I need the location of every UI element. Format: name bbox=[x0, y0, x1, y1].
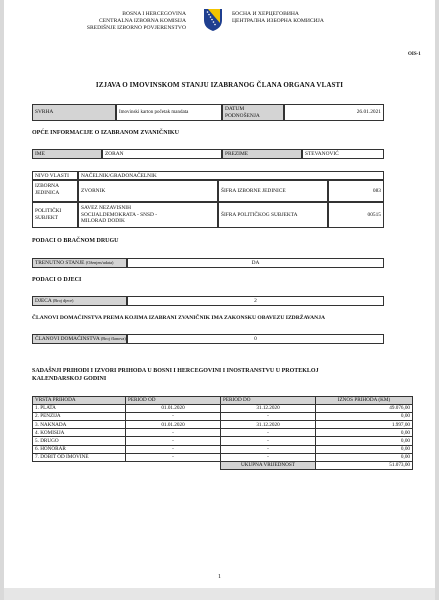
income-to: - bbox=[221, 445, 316, 453]
income-total-row bbox=[33, 461, 413, 469]
income-heading-line-1: SADAŠNJI PRIHODI I IZVORI PRIHODA U BOSNI I HERCEGOVINI I INOSTRANSTVU U PROTEKLOJ bbox=[32, 368, 319, 374]
document-page bbox=[4, 0, 435, 600]
income-from: - bbox=[126, 445, 221, 453]
surname-value: STEVANOVIĆ bbox=[302, 149, 384, 159]
children-heading: PODACI O DJECI bbox=[32, 277, 82, 283]
level-label: NIVO VLASTI bbox=[32, 171, 78, 180]
household-label-note: (Broj članova) bbox=[100, 336, 126, 341]
surname-label: PREZIME bbox=[222, 149, 302, 159]
income-to: 31.12.2020 bbox=[221, 405, 316, 413]
household-label-text: ČLANOVI DOMAĆINSTVA bbox=[35, 336, 100, 342]
unit-label bbox=[32, 180, 78, 202]
income-from: 01.01.2020 bbox=[126, 405, 221, 413]
subject-value bbox=[78, 202, 218, 228]
form-id: OIS-1 bbox=[408, 52, 421, 57]
income-from: - bbox=[126, 453, 221, 461]
income-amount: 0,00 bbox=[316, 453, 413, 461]
date-label-line-2: PODNOŠENJA bbox=[225, 112, 260, 119]
household-label bbox=[32, 334, 127, 344]
document-title: IZJAVA O IMOVINSKOM STANJU IZABRANOG ČLANA ORGANA VLASTI bbox=[95, 81, 344, 89]
subject-value-line-1: SAVEZ NEZAVISNIH bbox=[81, 205, 131, 211]
unit-code-label: ŠIFRA IZBORNE JEDINICE bbox=[218, 180, 328, 202]
income-type: 1. PLATA bbox=[33, 405, 126, 413]
income-type: 6. HONORAR bbox=[33, 445, 126, 453]
children-label-text: DJECA bbox=[35, 298, 52, 304]
income-type: 3. NAKNADA bbox=[33, 421, 126, 429]
table-row bbox=[33, 453, 413, 461]
income-type: 7. DOBIT OD IMOVINE bbox=[33, 453, 126, 461]
income-type: 2. PENZIJA bbox=[33, 413, 126, 421]
income-type: 5. DRUGO bbox=[33, 437, 126, 445]
subject-label bbox=[32, 202, 78, 228]
subject-code-label: ŠIFRA POLITIČKOG SUBJEKTA bbox=[218, 202, 328, 228]
subject-value-line-3: MILORAD DODIK bbox=[81, 218, 125, 224]
income-from: - bbox=[126, 437, 221, 445]
name-value: ZORAN bbox=[102, 149, 222, 159]
col-header-type: VRSTA PRIHODA bbox=[33, 397, 126, 405]
income-type: 4. KOMISIJA bbox=[33, 429, 126, 437]
purpose-label: SVRHA bbox=[32, 104, 116, 121]
income-to: 31.12.2020 bbox=[221, 421, 316, 429]
income-to: - bbox=[221, 413, 316, 421]
income-to: - bbox=[221, 429, 316, 437]
subject-value-line-2: SOCIJALDEMOKRATA - SNSD - bbox=[81, 211, 158, 218]
income-amount: 0,00 bbox=[316, 429, 413, 437]
children-value: 2 bbox=[127, 296, 384, 306]
table-row bbox=[33, 413, 413, 421]
level-value: NAČELNIK/GRADONAČELNIK bbox=[78, 171, 384, 180]
header-right-line-1: БОСНА И ХЕРЦЕГОВИНА bbox=[232, 11, 299, 17]
header-left-line-1: BOSNA I HERCEGOVINA bbox=[122, 11, 186, 17]
col-header-from: PERIOD OD bbox=[126, 397, 221, 405]
income-total-label: UKUPNA VRIJEDNOST bbox=[221, 461, 316, 469]
col-header-to: PERIOD DO bbox=[221, 397, 316, 405]
page-number: 1 bbox=[218, 574, 221, 580]
table-row bbox=[33, 437, 413, 445]
income-table bbox=[32, 396, 413, 470]
date-label bbox=[222, 104, 284, 121]
table-row bbox=[33, 405, 413, 413]
income-header-row bbox=[33, 397, 413, 405]
name-label: IME bbox=[32, 149, 102, 159]
unit-code-value: 083 bbox=[328, 180, 384, 202]
income-total-value: 51.073,00 bbox=[316, 461, 413, 469]
purpose-value: Imovinski karton početak mandata bbox=[116, 104, 222, 121]
subject-label-line-2: SUBJEKT bbox=[35, 214, 59, 221]
income-amount: 0,00 bbox=[316, 445, 413, 453]
table-row bbox=[33, 429, 413, 437]
bottom-strip bbox=[4, 588, 435, 600]
unit-label-line-2: JEDINICA bbox=[35, 189, 60, 196]
date-value: 26.01.2021 bbox=[284, 104, 384, 121]
unit-label-line-1: IZBORNA bbox=[35, 183, 59, 189]
income-amount: 49.076,00 bbox=[316, 405, 413, 413]
household-value: 0 bbox=[127, 334, 384, 344]
income-amount: 0,00 bbox=[316, 437, 413, 445]
subject-code-value: 00515 bbox=[328, 202, 384, 228]
income-from: - bbox=[126, 429, 221, 437]
coat-of-arms-icon bbox=[203, 8, 223, 32]
income-to: - bbox=[221, 437, 316, 445]
income-to: - bbox=[221, 453, 316, 461]
header-right-block bbox=[232, 11, 362, 25]
header-left-line-2: CENTRALNA IZBORNA KOMISIJA bbox=[98, 18, 186, 24]
subject-label-line-1: POLITIČKI bbox=[35, 208, 62, 214]
income-heading-line-2: KALENDARSKOJ GODINI bbox=[32, 376, 107, 382]
household-heading: ČLANOVI DOMAĆINSTVA PREMA KOJIMA IZABRANI ZVANIČNIK IMA ZAKONSKU OBAVEZU IZDRŽAVANJA bbox=[32, 315, 326, 321]
income-heading bbox=[32, 367, 319, 383]
spouse-value: DA bbox=[127, 258, 384, 268]
col-header-amount: IZNOS PRIHODA (KM) bbox=[316, 397, 413, 405]
table-row bbox=[33, 421, 413, 429]
income-from: - bbox=[126, 413, 221, 421]
income-amount: 1.997,00 bbox=[316, 421, 413, 429]
general-info-heading: OPĆE INFORMACIJE O IZABRANOM ZVANIČNIKU bbox=[32, 130, 179, 136]
spouse-label bbox=[32, 258, 127, 268]
date-label-line-1: DATUM bbox=[225, 106, 245, 112]
table-row bbox=[33, 445, 413, 453]
income-amount: 0,00 bbox=[316, 413, 413, 421]
header-right-line-2: ЦЕНТРАЛНА ИЗБОРНА КОМИСИЈА bbox=[232, 18, 324, 24]
children-label bbox=[32, 296, 127, 306]
header-left-line-3: SREDIŠNJE IZBORNO POVJERENSTVO bbox=[86, 25, 186, 31]
children-label-note: (Broj djece) bbox=[52, 298, 74, 303]
spouse-label-note: (Oženjen/udata) bbox=[85, 260, 114, 265]
unit-value: ZVORNIK bbox=[78, 180, 218, 202]
income-from: 01.01.2020 bbox=[126, 421, 221, 429]
header-left-block bbox=[74, 11, 186, 32]
spouse-heading: PODACI O BRAČNOM DRUGU bbox=[32, 238, 119, 244]
spouse-label-text: TRENUTNO STANJE bbox=[35, 260, 85, 266]
